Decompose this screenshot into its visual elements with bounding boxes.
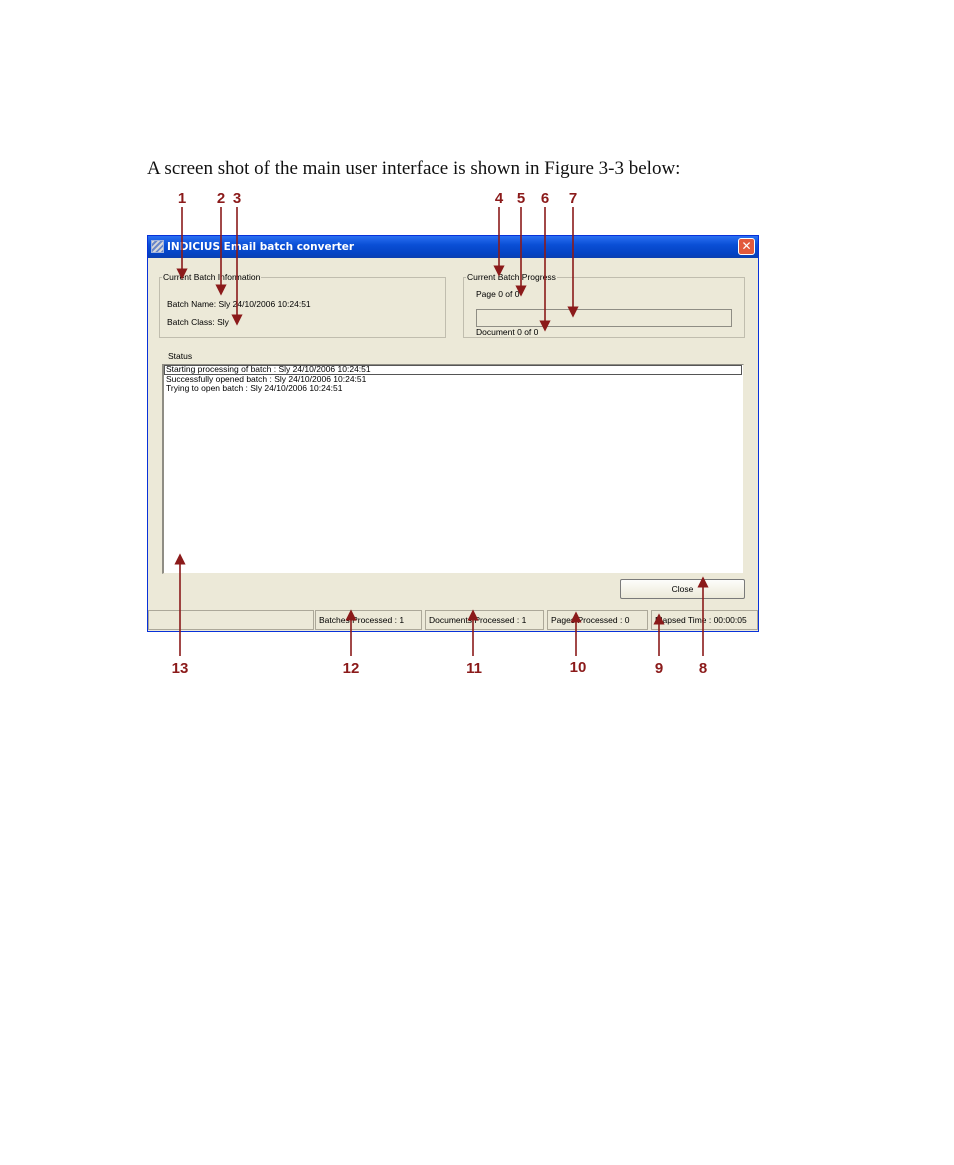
callout-number: 9 <box>654 660 664 677</box>
window-title: INDICIUS Email batch converter <box>167 241 355 253</box>
app-icon <box>151 240 164 253</box>
close-button[interactable]: Close <box>620 579 745 599</box>
callout-number: 6 <box>540 190 550 207</box>
group-label: Current Batch Progress <box>467 272 556 282</box>
callout-number: 4 <box>494 190 504 207</box>
page-progress-label: Page 0 of 0 <box>476 289 520 299</box>
statusbar-blank-cell <box>148 610 314 630</box>
current-batch-progress-group <box>463 272 745 338</box>
title-bar[interactable] <box>148 236 758 258</box>
document-progress-label: Document 0 of 0 <box>476 327 539 337</box>
callout-number: 12 <box>342 660 360 677</box>
status-log-item[interactable]: Successfully opened batch : Sly 24/10/2006 10:24:51 <box>166 373 367 384</box>
callout-number: 3 <box>232 190 242 207</box>
status-bar <box>148 610 758 631</box>
batch-progress-bar <box>476 309 732 327</box>
pages-processed-cell: Pages Processed : 0 <box>547 610 648 630</box>
callout-number: 2 <box>216 190 226 207</box>
documents-processed-cell: Documents Processed : 1 <box>425 610 544 630</box>
close-window-button[interactable]: ✕ <box>738 238 755 255</box>
batches-processed-cell: Batches Processed : 1 <box>315 610 422 630</box>
callout-number: 8 <box>698 660 708 677</box>
callout-number: 1 <box>177 190 187 207</box>
callout-number: 7 <box>568 190 578 207</box>
status-label: Status <box>168 351 193 361</box>
app-window <box>147 235 759 632</box>
batch-name-label: Batch Name: Sly 24/10/2006 10:24:51 <box>167 299 311 309</box>
callout-number: 11 <box>466 660 482 677</box>
status-log-item[interactable]: Trying to open batch : Sly 24/10/2006 10:24:51 <box>166 383 343 393</box>
group-label: Current Batch Information <box>163 272 261 282</box>
callout-number: 5 <box>516 190 526 207</box>
status-log-list[interactable] <box>162 364 744 574</box>
batch-class-label: Batch Class: Sly <box>167 317 229 327</box>
current-batch-information-group <box>159 272 446 338</box>
callout-number: 10 <box>569 659 587 676</box>
elapsed-time-cell: Elapsed Time : 00:00:05 <box>651 610 758 630</box>
figure-caption: A screen shot of the main user interface is shown in Figure 3-3 below: <box>147 158 681 179</box>
status-log-item[interactable]: Starting processing of batch : Sly 24/10/2006 10:24:51 <box>164 365 742 375</box>
callout-number: 13 <box>171 660 189 677</box>
